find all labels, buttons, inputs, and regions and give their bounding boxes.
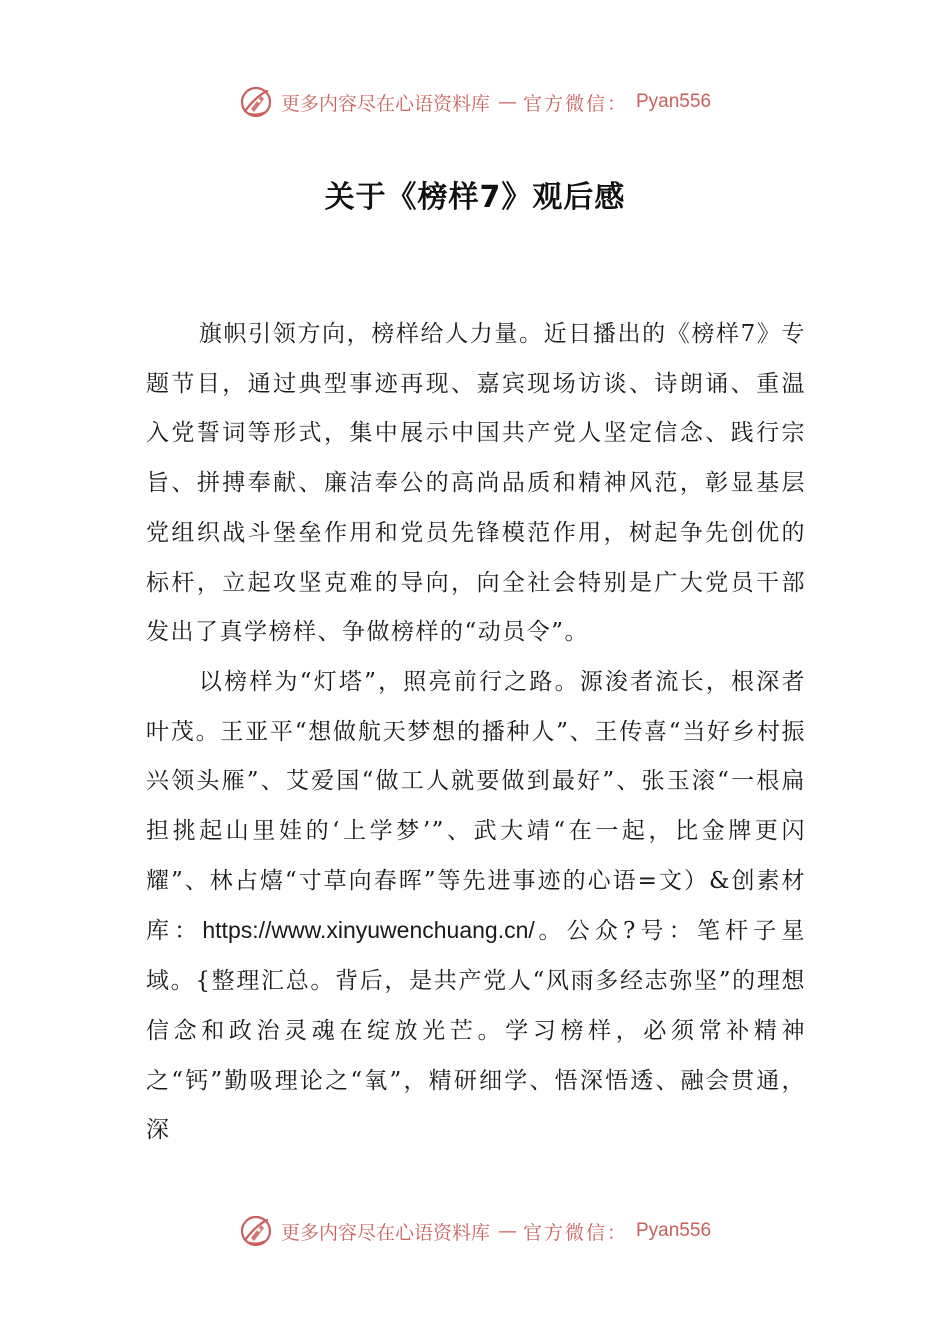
paragraph-1: 旗帜引领方向，榜样给人力量。近日播出的《榜样7》专题节目，通过典型事迹再现、嘉宾现场访谈、诗朗诵、重温入党誓词等形式，集中展示中国共产党人坚定信念、践行宗旨、拼搏奉献、廉洁奉公的高尚品质和精神风范，彰显基层党组织战斗堡垒作用和党员先锋模范作用，树起争先创优的标杆，立起攻坚克难的导向，向全社会特别是广大党员干部发出了真学榜样、争做榜样的“动员令”。 [146,321,806,646]
article-body [146,310,806,1156]
watermark-brand-text: 更多内容尽在心语资料库 [280,1221,490,1244]
watermark-wechat-label: 官方微信： [522,92,628,115]
document-title: 关于《榜样7》观后感 [324,180,626,215]
website-url-link[interactable]: https://www.xinyuwenchuang.cn/ [202,917,535,944]
watermark-brand-text: 更多内容尽在心语资料库 [280,92,490,115]
pen-nib-logo-icon [239,1214,273,1248]
watermark-wechat-id: Pyan556 [636,91,712,112]
watermark-dash: — [497,91,515,113]
watermark-dash: — [497,1220,515,1242]
paragraph-2-text-after-link: 。公众?号：笔杆子星域。{整理汇总。背后，是共产党人“风雨多经志弥坚”的理想信念和政治灵魂在绽放光芒。学习榜样，必须常补精神之“钙”勤吸理论之“氧”，精研细学、悟深悟透、融会贯通，深 [146,918,806,1144]
watermark-wechat-id: Pyan556 [636,1220,712,1241]
paragraph-2-text-before-link: 以榜样为“灯塔”，照亮前行之路。源浚者流长，根深者叶茂。王亚平“想做航天梦想的播种人”、王传喜“当好乡村振兴领头雁”、艾爱国“做工人就要做到最好”、张玉滚“一根扁担挑起山里娃的‘上学梦’”、武大靖“在一起，比金牌更闪耀”、林占熺“寸草向春晖”等先进事迹的心语=文）&创素材库： [146,668,806,945]
header-watermark [0,82,950,122]
footer-watermark [0,1211,950,1251]
pen-nib-logo-icon [239,85,273,119]
paragraph-2 [146,658,806,1156]
watermark-wechat-label: 官方微信： [522,1221,628,1244]
